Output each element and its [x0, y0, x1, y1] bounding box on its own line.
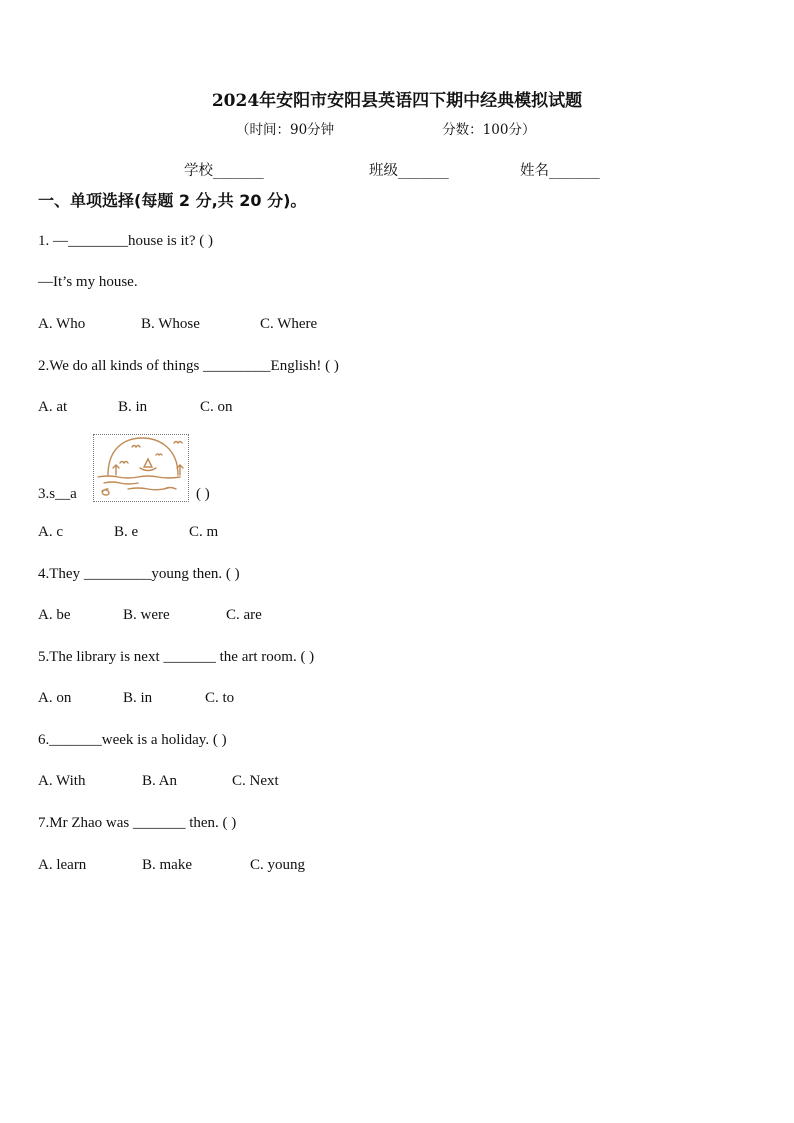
class-field[interactable]: 班级_______ [369, 163, 449, 179]
question-3-answer-paren: ( ) [196, 486, 210, 502]
total-score: 分数：100分） [442, 122, 536, 138]
question-5-options [38, 690, 234, 707]
option-a[interactable]: A. Who [38, 316, 86, 332]
option-c[interactable]: C. Where [260, 316, 318, 332]
question-1-options [38, 316, 317, 333]
option-a[interactable]: A. learn [38, 857, 87, 873]
option-a[interactable]: A. on [38, 690, 72, 706]
question-4-options [38, 607, 262, 624]
question-1-answer-line: —It’s my house. [38, 274, 138, 290]
option-c[interactable]: C. on [200, 399, 233, 415]
question-3-stem-prefix: 3.s__a [38, 486, 77, 502]
exam-title: 2024年安阳市安阳县英语四下期中经典模拟试题 [211, 91, 583, 111]
option-b[interactable]: B. in [123, 690, 153, 706]
option-c[interactable]: C. Next [232, 773, 279, 789]
option-b[interactable]: B. were [123, 607, 170, 623]
question-6-stem: 6._______week is a holiday. ( ) [38, 732, 227, 748]
question-2-stem: 2.We do all kinds of things _________English! ( ) [38, 358, 339, 374]
option-c[interactable]: C. m [189, 524, 219, 540]
school-field[interactable]: 学校_______ [184, 163, 264, 179]
seaside-sunset-picture [93, 434, 189, 502]
option-a[interactable]: A. With [38, 773, 86, 789]
question-5-stem: 5.The library is next _______ the art room. ( ) [38, 649, 315, 665]
exam-subtitle [236, 118, 535, 138]
name-field[interactable]: 姓名_______ [520, 163, 600, 179]
option-b[interactable]: B. e [114, 524, 139, 540]
seaside-sunset-icon [94, 435, 188, 501]
question-4-stem: 4.They _________young then. ( ) [38, 566, 240, 582]
option-b[interactable]: B. in [118, 399, 148, 415]
option-a[interactable]: A. c [38, 524, 63, 540]
question-6-options [38, 773, 279, 790]
question-3-options [38, 524, 218, 541]
question-1-stem: 1. —________house is it? ( ) [38, 233, 213, 249]
question-7-stem: 7.Mr Zhao was _______ then. ( ) [38, 815, 237, 831]
option-c[interactable]: C. young [250, 857, 306, 873]
question-2-options [38, 399, 233, 416]
question-7-options [38, 857, 305, 874]
option-a[interactable]: A. at [38, 399, 68, 415]
section-heading: 一、单项选择(每题 2 分,共 20 分)。 [38, 191, 307, 210]
time-limit: （时间：90分钟 [236, 122, 335, 138]
option-a[interactable]: A. be [38, 607, 71, 623]
option-b[interactable]: B. An [142, 773, 178, 789]
option-b[interactable]: B. make [142, 857, 192, 873]
option-b[interactable]: B. Whose [141, 316, 200, 332]
option-c[interactable]: C. to [205, 690, 235, 706]
option-c[interactable]: C. are [226, 607, 262, 623]
